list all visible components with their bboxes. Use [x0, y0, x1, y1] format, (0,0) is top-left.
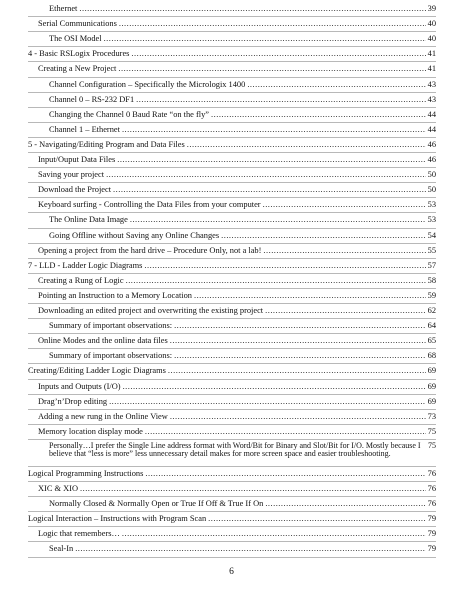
separator — [28, 182, 436, 183]
toc-entry[interactable] — [38, 397, 436, 407]
toc-entry-page: 46 — [427, 155, 436, 164]
separator — [28, 363, 436, 364]
leader-dots — [104, 34, 426, 44]
separator — [28, 439, 436, 440]
toc-entry-page: 64 — [427, 321, 436, 331]
separator — [28, 46, 436, 47]
toc-entry[interactable] — [28, 469, 436, 479]
leader-dots — [265, 499, 425, 509]
toc-entry-title: Logical Programming Instructions — [28, 468, 144, 478]
toc-entry[interactable] — [28, 49, 436, 59]
toc-entry-page: 69 — [427, 381, 436, 391]
toc-entry-page: 76 — [427, 468, 436, 478]
toc-entry[interactable] — [38, 306, 436, 316]
toc-entry-title: Online Modes and the online data files — [38, 336, 168, 346]
toc-entry-title: 5 - Navigating/Editing Program and Data Files — [28, 139, 185, 149]
leader-dots — [170, 412, 426, 422]
toc-entry-title: Inputs and Outputs (I/O) — [38, 381, 121, 391]
toc-entry-page: 40 — [427, 34, 436, 44]
leader-dots — [263, 246, 425, 256]
toc-entry-page: 76 — [427, 499, 436, 509]
toc-entry[interactable] — [38, 529, 436, 539]
toc-entry[interactable] — [38, 291, 436, 301]
toc-entry[interactable] — [28, 514, 436, 524]
separator — [28, 557, 436, 558]
toc-entry-paragraph[interactable] — [49, 442, 436, 459]
toc-entry-title: Pointing an Instruction to a Memory Location — [38, 290, 192, 300]
toc-entry-title: Summary of important observations: — [49, 321, 173, 331]
separator — [28, 526, 436, 527]
separator — [28, 197, 436, 198]
toc-entry-title: Normally Closed & Normally Open or True If Off & True If On — [49, 499, 264, 509]
toc-entry[interactable] — [28, 261, 436, 271]
toc-entry-page: 79 — [427, 514, 436, 524]
leader-dots — [208, 514, 425, 524]
toc-entry-page: 41 — [427, 49, 436, 59]
toc-entry-title: Logical Interaction – Instructions with Program Scan — [28, 514, 207, 524]
toc-entry-title: Creating a Rung of Logic — [38, 275, 124, 285]
toc-entry-page: 50 — [427, 185, 436, 195]
leader-dots — [174, 321, 426, 331]
separator — [28, 31, 436, 32]
separator — [28, 137, 436, 138]
toc-entry[interactable] — [38, 64, 436, 74]
separator — [28, 122, 436, 123]
toc-entry-page: 40 — [427, 19, 436, 29]
separator — [28, 243, 436, 244]
separator — [28, 511, 436, 512]
leader-dots — [113, 185, 426, 195]
toc-entry[interactable] — [28, 140, 436, 150]
toc-entry-page: 53 — [427, 200, 436, 210]
separator — [28, 288, 436, 289]
page-number: 6 — [229, 567, 234, 577]
toc-entry[interactable] — [49, 215, 436, 225]
leader-dots — [211, 110, 426, 120]
toc-entry-title: Keyboard surfing - Controlling the Data Files from your computer — [38, 200, 261, 210]
toc-entry[interactable] — [38, 170, 436, 180]
toc-entry[interactable] — [38, 336, 436, 346]
toc-entry[interactable] — [49, 321, 436, 331]
leader-dots — [194, 291, 426, 301]
leader-dots — [168, 366, 426, 376]
toc-entry-page: 75 — [428, 440, 436, 450]
leader-dots — [79, 4, 425, 14]
separator — [28, 303, 436, 304]
toc-entry-page: 50 — [427, 170, 436, 180]
toc-entry-page: 62 — [427, 306, 436, 315]
leader-dots — [170, 336, 426, 346]
toc-entry-title: The OSI Model — [49, 34, 102, 44]
toc-entry-page: 65 — [427, 336, 436, 346]
toc-entry[interactable] — [49, 95, 436, 105]
toc-entry-title: 4 - Basic RSLogix Procedures — [28, 49, 130, 59]
toc-entry[interactable] — [49, 4, 436, 14]
toc-entry[interactable] — [38, 276, 436, 286]
leader-dots — [136, 95, 425, 105]
toc-entry-title: Changing the Channel 0 Baud Rate “on the fly” — [49, 109, 210, 119]
toc-entry-title: Input/Ouput Data Files — [38, 155, 116, 164]
separator — [28, 16, 436, 17]
toc-entry-title: Saving your project — [38, 170, 105, 180]
toc-entry[interactable] — [38, 19, 436, 29]
toc-entry-page: 53 — [427, 215, 436, 225]
toc-entry[interactable] — [38, 155, 436, 165]
toc-entry[interactable] — [49, 351, 436, 361]
toc-entry[interactable] — [38, 185, 436, 195]
toc-entry[interactable] — [38, 484, 436, 494]
separator — [28, 228, 436, 229]
separator — [28, 541, 436, 542]
toc-entry-page: 57 — [427, 260, 436, 270]
toc-entry[interactable] — [49, 499, 436, 509]
leader-dots — [123, 382, 426, 392]
separator — [28, 92, 436, 93]
leader-dots — [247, 80, 425, 90]
separator — [28, 466, 436, 467]
leader-dots — [131, 49, 425, 59]
separator — [28, 107, 436, 108]
toc-entry-page: 76 — [427, 484, 436, 493]
separator — [28, 258, 436, 259]
toc-entry-title: Opening a project from the hard drive – Procedure Only, not a lab! — [38, 245, 262, 255]
toc-entry-title: Channel 1 – Ethernet — [49, 124, 120, 134]
leader-dots — [117, 155, 425, 165]
separator — [28, 77, 436, 78]
leader-dots — [106, 170, 426, 180]
toc-entry[interactable] — [49, 80, 436, 90]
toc-entry-page: 75 — [427, 426, 436, 436]
separator — [28, 481, 436, 482]
separator — [28, 333, 436, 334]
leader-dots — [265, 306, 425, 316]
toc-entry-page: 69 — [427, 396, 436, 406]
toc-entry-page: 79 — [427, 529, 436, 539]
leader-dots — [144, 261, 425, 271]
toc-entry[interactable] — [49, 231, 436, 241]
leader-dots — [145, 469, 425, 479]
separator — [28, 167, 436, 168]
toc-entry[interactable] — [38, 382, 436, 392]
toc-entry-title: Adding a new rung in the Online View — [38, 411, 168, 421]
toc-entry-title: XIC & XIO — [38, 484, 79, 493]
toc-entry[interactable] — [49, 544, 436, 554]
separator — [28, 496, 436, 497]
toc-entry-page: 43 — [427, 94, 436, 104]
toc-entry-page: 41 — [427, 64, 436, 74]
toc-entry-title: Seal-In — [49, 544, 74, 554]
leader-dots — [187, 140, 426, 150]
toc-entry-page: 55 — [427, 245, 436, 255]
toc-entry-title: 7 - LLD - Ladder Logic Diagrams — [28, 260, 143, 270]
toc-entry[interactable] — [28, 366, 436, 376]
toc-entry-page: 79 — [427, 544, 436, 554]
toc-entry-page: 39 — [427, 4, 436, 13]
toc-entry-page: 46 — [427, 139, 436, 149]
toc-entry-title: Serial Communications — [38, 19, 117, 29]
toc-entry-page: 43 — [427, 79, 436, 89]
leader-dots — [118, 64, 425, 74]
toc-entry[interactable] — [49, 34, 436, 44]
leader-dots — [119, 19, 426, 29]
separator — [28, 409, 436, 410]
leader-dots — [80, 484, 426, 494]
leader-dots — [75, 544, 425, 554]
toc-entry-page: 68 — [427, 351, 436, 361]
toc-entry-title: Summary of important observations: — [49, 351, 173, 361]
toc-entry[interactable] — [38, 427, 436, 437]
leader-dots — [109, 397, 426, 407]
toc-entry-page: 69 — [427, 366, 436, 376]
separator — [28, 212, 436, 213]
toc-entry-title: Memory location display mode — [38, 426, 143, 436]
toc-entry-title: Ethernet — [49, 4, 78, 13]
toc-entry-title: Logic that remembers… — [38, 529, 120, 539]
separator — [28, 152, 436, 153]
toc-entry-page: 58 — [427, 275, 436, 285]
toc-entry-page: 73 — [427, 411, 436, 421]
toc-entry-title: Personally…I prefer the Single Line address format with Word/Bit for Binary and Slot/Bit for I/O. Mostly because I believe that “less is more” less unnecessary detail makes for more screen space and easier troubleshooting. — [49, 440, 421, 459]
toc-entry-title: The Online Data Image — [49, 215, 128, 225]
separator — [28, 394, 436, 395]
toc-entry-page: 59 — [427, 290, 436, 300]
toc-entry-page: 44 — [427, 109, 436, 119]
separator — [28, 61, 436, 62]
leader-dots — [221, 231, 426, 241]
toc-entry-page: 44 — [427, 124, 436, 134]
leader-dots — [122, 529, 426, 539]
toc-entry-title: Creating a New Project — [38, 64, 117, 74]
separator — [28, 424, 436, 425]
toc-entry[interactable] — [38, 246, 436, 256]
separator — [28, 318, 436, 319]
leader-dots — [145, 427, 426, 437]
separator — [28, 273, 436, 274]
toc-entry[interactable] — [49, 110, 436, 120]
leader-dots — [126, 276, 426, 286]
toc-entry-title: Channel 0 – RS-232 DF1 — [49, 94, 135, 104]
toc-entry-title: Drag’n’Drop editing — [38, 396, 108, 406]
toc-entry-title: Downloading an edited project and overwriting the existing project — [38, 306, 264, 315]
toc-entry-page: 54 — [427, 230, 436, 240]
separator — [28, 379, 436, 380]
leader-dots — [263, 200, 426, 210]
toc-entry-title: Download the Project — [38, 185, 112, 195]
separator — [28, 348, 436, 349]
leader-dots — [174, 351, 426, 361]
toc-entry[interactable] — [38, 412, 436, 422]
toc-entry-title: Going Offline without Saving any Online Changes — [49, 230, 220, 240]
toc-entry[interactable] — [49, 125, 436, 135]
leader-dots — [130, 215, 426, 225]
leader-dots — [122, 125, 426, 135]
toc-entry-title: Creating/Editing Ladder Logic Diagrams — [28, 366, 166, 376]
toc-entry-title: Channel Configuration – Specifically the Micrologix 1400 — [49, 79, 246, 89]
toc-entry[interactable] — [38, 200, 436, 210]
